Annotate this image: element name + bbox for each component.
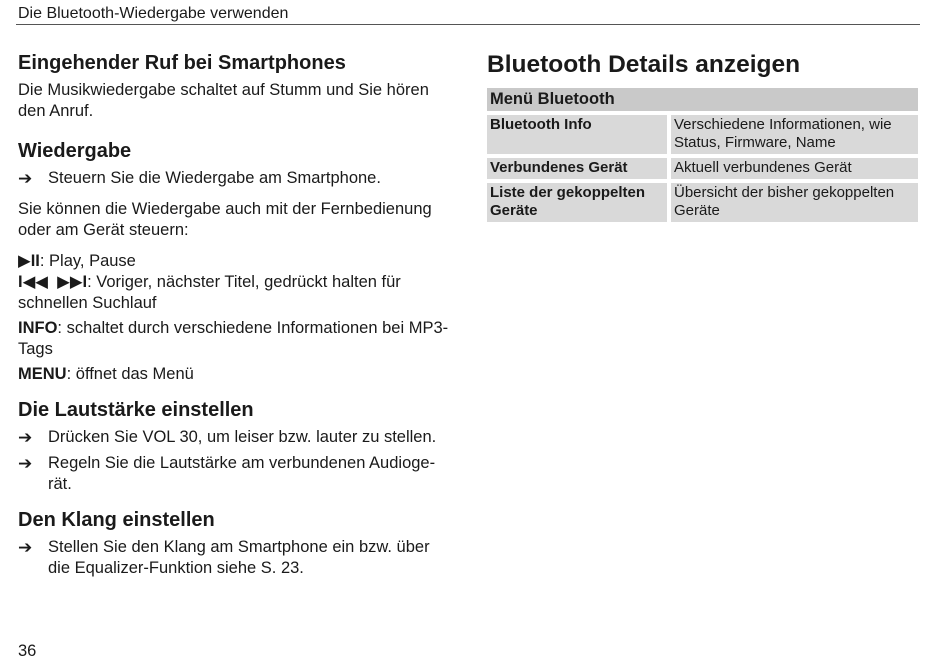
playback-step — [18, 168, 450, 189]
play-pause-key: ▶II — [18, 252, 40, 270]
row-key: Verbundenes Gerät — [487, 158, 671, 179]
row-value: Übersicht der bisher gekoppelten Geräte — [671, 183, 918, 222]
table-row — [487, 183, 918, 222]
info-key: INFO — [18, 319, 58, 337]
volume-step-2-text: Regeln Sie die Lautstärke am verbundenen Audioge-rät. — [48, 454, 436, 493]
arrow-right-icon: ➔ — [18, 169, 33, 188]
right-column — [487, 50, 919, 226]
header-divider — [16, 24, 920, 25]
playback-step-text: Steuern Sie die Wiedergabe am Smartphone. — [48, 169, 381, 187]
control-play-pause — [18, 251, 450, 272]
control-info — [18, 318, 450, 360]
sound-step-text: Stellen Sie den Klang am Smartphone ein bzw. über die Equalizer-Funktion siehe S. 23. — [48, 538, 430, 577]
row-value: Aktuell verbundenes Gerät — [671, 158, 918, 179]
playback-text: Sie können die Wiedergabe auch mit der Fernbedienung oder am Gerät steuern: — [18, 200, 432, 239]
table-row — [487, 115, 918, 154]
control-skip — [18, 272, 450, 314]
bluetooth-details-heading: Bluetooth Details anzeigen — [487, 51, 801, 78]
menu-desc: : öffnet das Menü — [66, 365, 194, 383]
skip-desc: : Voriger, nächster Titel, gedrückt halten für schnellen Suchlauf — [18, 273, 401, 312]
control-menu — [18, 364, 450, 385]
volume-step-2 — [18, 453, 450, 495]
volume-step-1 — [18, 427, 450, 448]
row-key: Liste der gekoppelten Geräte — [487, 183, 671, 222]
page-number: 36 — [18, 642, 37, 660]
table-title-row — [487, 88, 918, 111]
info-desc: : schaltet durch verschiedene Informationen bei MP3-Tags — [18, 319, 449, 358]
sound-heading: Den Klang einstellen — [18, 509, 215, 531]
volume-heading: Die Lautstärke einstellen — [18, 399, 254, 421]
sound-step — [18, 537, 450, 579]
table-row — [487, 158, 918, 179]
menu-key: MENU — [18, 365, 67, 383]
incoming-call-text: Die Musikwiedergabe schaltet auf Stumm und Sie hören den Anruf. — [18, 81, 429, 120]
playback-heading: Wiedergabe — [18, 140, 132, 162]
arrow-right-icon: ➔ — [18, 428, 33, 447]
running-header: Die Bluetooth-Wiedergabe verwenden — [18, 5, 289, 22]
skip-keys: I◀◀ ▶▶I — [18, 273, 88, 291]
play-pause-desc: : Play, Pause — [39, 252, 136, 270]
arrow-right-icon: ➔ — [18, 454, 33, 473]
row-value: Verschiedene Informationen, wie Status, Firmware, Name — [671, 115, 918, 154]
table-title: Menü Bluetooth — [487, 88, 918, 111]
arrow-right-icon: ➔ — [18, 538, 33, 557]
volume-step-1-text: Drücken Sie VOL 30, um leiser bzw. lauter zu stellen. — [48, 428, 437, 446]
row-key: Bluetooth Info — [487, 115, 671, 154]
left-column — [18, 50, 450, 579]
bluetooth-menu-table — [487, 84, 918, 226]
incoming-call-heading: Eingehender Ruf bei Smartphones — [18, 52, 346, 74]
